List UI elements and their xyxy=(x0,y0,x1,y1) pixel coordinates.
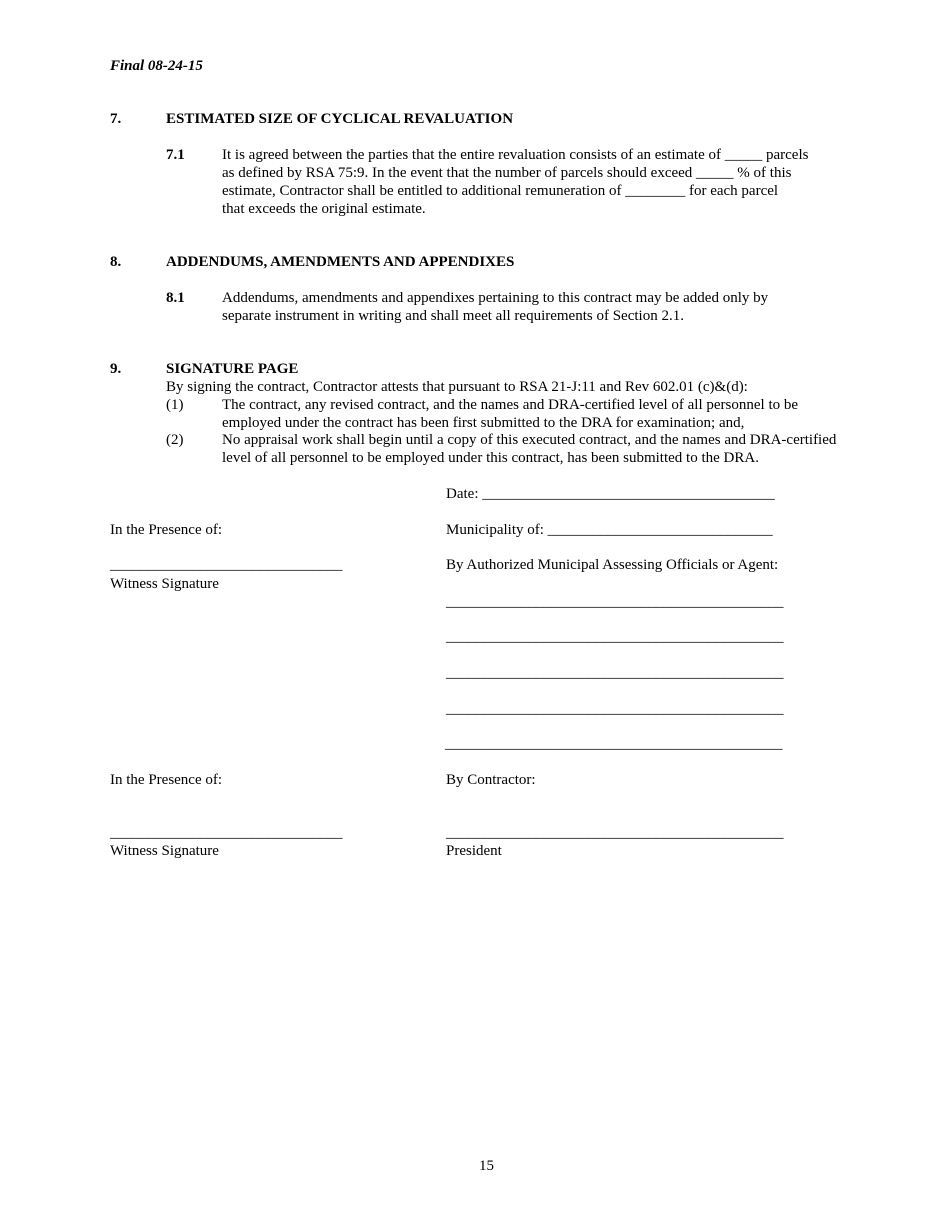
president-label: President xyxy=(446,843,502,859)
section-7-number: 7. xyxy=(110,111,122,127)
section-7-1-line: that exceeds the original estimate. xyxy=(222,201,426,217)
section-9-item-1-number: (1) xyxy=(166,397,184,413)
section-8-1-line: separate instrument in writing and shall meet all requirements of Section 2.1. xyxy=(222,308,684,324)
section-7-1-line: It is agreed between the parties that the entire revaluation consists of an estimate of _____ parcels xyxy=(222,147,809,163)
witness-signature-line-1[interactable]: _______________________________ xyxy=(110,557,343,573)
section-7-1-line: as defined by RSA 75:9. In the event that the number of parcels should exceed _____ % of this xyxy=(222,165,792,181)
section-8-1-line: Addendums, amendments and appendixes pertaining to this contract may be added only by xyxy=(222,290,769,306)
witness-signature-label-2: Witness Signature xyxy=(110,843,219,859)
official-signature-line[interactable]: _____________________________________________ xyxy=(446,665,784,681)
section-9-title: SIGNATURE PAGE xyxy=(166,361,299,377)
section-7-1-number: 7.1 xyxy=(166,147,185,163)
section-8-1-number: 8.1 xyxy=(166,290,185,306)
witness-signature-label-1: Witness Signature xyxy=(110,576,219,592)
official-signature-line[interactable]: _____________________________________________ xyxy=(446,701,784,717)
section-9-item-2-line: level of all personnel to be employed under this contract, has been submitted to the DRA. xyxy=(222,450,759,466)
document-version: Final 08-24-15 xyxy=(110,58,203,74)
contractor-label: By Contractor: xyxy=(446,772,536,788)
section-8-number: 8. xyxy=(110,254,122,270)
president-signature-line[interactable]: _____________________________________________ xyxy=(446,825,784,841)
officials-label: By Authorized Municipal Assessing Officials or Agent: xyxy=(446,557,779,573)
municipality-field[interactable]: Municipality of: ______________________________ xyxy=(446,522,773,538)
section-9-item-2-line: No appraisal work shall begin until a copy of this executed contract, and the names and DRA-certified xyxy=(222,432,837,448)
official-signature-line[interactable]: _____________________________________________ xyxy=(445,736,783,752)
section-9-item-2-number: (2) xyxy=(166,432,184,448)
witness-signature-line-2[interactable]: _______________________________ xyxy=(110,825,343,841)
section-9-intro: By signing the contract, Contractor attests that pursuant to RSA 21-J:11 and Rev 602.01 (c)&(d): xyxy=(166,379,748,395)
section-9-item-1-line: employed under the contract has been first submitted to the DRA for examination; and, xyxy=(222,415,745,431)
section-7-1-line: estimate, Contractor shall be entitled to additional remuneration of ________ for each parcel xyxy=(222,183,779,199)
section-8-title: ADDENDUMS, AMENDMENTS AND APPENDIXES xyxy=(166,254,515,270)
presence-label-1: In the Presence of: xyxy=(110,522,223,538)
presence-label-2: In the Presence of: xyxy=(110,772,223,788)
official-signature-line[interactable]: _____________________________________________ xyxy=(446,594,784,610)
date-field[interactable]: Date: _______________________________________ xyxy=(446,486,775,502)
section-7-title: ESTIMATED SIZE OF CYCLICAL REVALUATION xyxy=(166,111,514,127)
section-9-number: 9. xyxy=(110,361,122,377)
page-number: 15 xyxy=(479,1158,494,1174)
section-9-item-1-line: The contract, any revised contract, and the names and DRA-certified level of all personnel to be xyxy=(222,397,799,413)
official-signature-line[interactable]: _____________________________________________ xyxy=(446,629,784,645)
